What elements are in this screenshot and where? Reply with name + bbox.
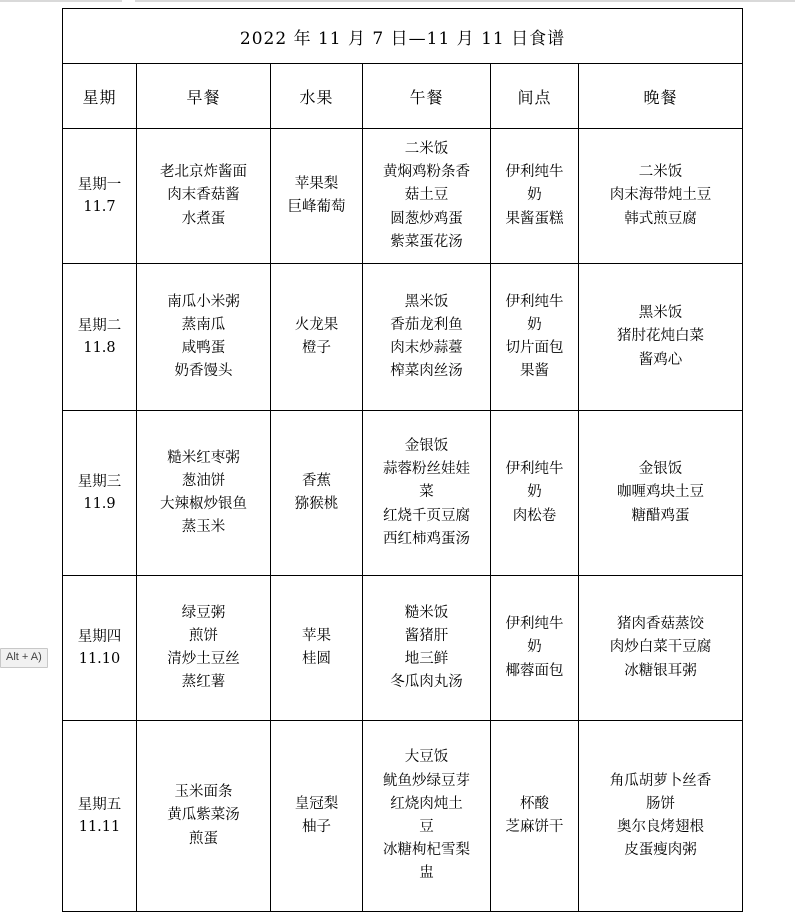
cell-dinner: [579, 411, 743, 576]
cell-line: 酱猪肝: [404, 627, 449, 644]
cell-lunch: [363, 411, 491, 576]
alt-shortcut-hint: Alt + A): [0, 648, 48, 668]
cell-breakfast: [137, 411, 271, 576]
cell-fruit: [271, 721, 363, 912]
cell-line: 星期二: [77, 317, 122, 334]
cell-line: 二米饭: [638, 164, 683, 181]
cell-line: 豆: [419, 819, 434, 835]
cell-line: 伊利纯牛: [505, 461, 564, 478]
cell-dinner: [579, 129, 743, 264]
cell-snack: [491, 411, 579, 576]
cell-line: 葱油饼: [181, 472, 226, 489]
cell-weekday: [63, 264, 137, 411]
cell-line: 菇土豆: [404, 187, 449, 204]
cell-line: 肉末炒蒜薹: [390, 340, 463, 356]
cell-line: 肉炒白菜干豆腐: [609, 639, 712, 656]
cell-dinner: [579, 264, 743, 411]
cell-line: 圆葱炒鸡蛋: [390, 210, 463, 227]
cell-line: 老北京炸酱面: [160, 164, 247, 181]
cell-line: 伊利纯牛: [505, 164, 564, 181]
cell-lunch: [363, 129, 491, 264]
cell-line: 星期五: [77, 796, 122, 813]
cell-dinner: [579, 721, 743, 912]
cell-line: 红烧千页豆腐: [383, 507, 470, 524]
cell-line: 冰糖银耳粥: [624, 662, 697, 679]
cell-line: 榨菜肉丝汤: [390, 363, 463, 380]
cell-line: 11.11: [78, 819, 121, 835]
cell-line: 奶: [527, 187, 542, 204]
cell-line: 巨峰葡萄: [287, 199, 346, 215]
cell-line: 西红柿鸡蛋汤: [383, 530, 470, 547]
cell-line: 角瓜胡萝卜丝香: [609, 772, 712, 789]
weekly-menu-table: [62, 8, 743, 912]
cell-line: 糙米饭: [404, 604, 449, 621]
table-row: [63, 411, 743, 576]
cell-line: 肉末海带炖土豆: [609, 187, 712, 204]
cell-line: 奶: [527, 639, 542, 656]
cell-line: 地三鲜: [404, 651, 449, 667]
page-title: 2022 年 11 月 7 日—11 月 11 日食谱: [63, 9, 743, 64]
cell-fruit: [271, 411, 363, 576]
cell-fruit: [271, 576, 363, 721]
column-header-weekday: 星期: [63, 64, 137, 129]
cell-line: 玉米面条: [174, 784, 233, 801]
cell-line: 火龙果: [294, 316, 339, 333]
cell-line: 冰糖枸杞雪梨: [383, 842, 470, 859]
cell-line: 黄瓜紫菜汤: [167, 807, 240, 824]
column-header-breakfast: 早餐: [137, 64, 271, 129]
cell-line: 奶: [527, 484, 542, 501]
cell-line: 果酱蛋糕: [505, 210, 564, 227]
cell-lunch: [363, 264, 491, 411]
cell-line: 韩式煎豆腐: [624, 210, 697, 227]
cell-breakfast: [137, 129, 271, 264]
cell-line: 红烧肉炖土: [390, 795, 463, 812]
cell-line: 伊利纯牛: [505, 616, 564, 633]
cell-line: 盅: [419, 865, 434, 882]
cell-line: 蒸红薯: [181, 674, 226, 691]
cell-breakfast: [137, 264, 271, 411]
cell-weekday: [63, 721, 137, 912]
cell-line: 猪肘花炖白菜: [617, 328, 705, 345]
cell-line: 糖醋鸡蛋: [631, 507, 690, 524]
cell-line: 柚子: [302, 819, 331, 835]
cell-line: 11.7: [83, 199, 116, 215]
cell-line: 11.10: [78, 651, 121, 667]
table-row: [63, 576, 743, 721]
column-header-dinner: 晚餐: [579, 64, 743, 129]
table-row: [63, 264, 743, 411]
cell-line: 皇冠梨: [294, 795, 339, 812]
cell-line: 香蕉: [302, 472, 331, 489]
cell-line: 咸鸭蛋: [181, 340, 226, 356]
cell-line: 奶香馒头: [174, 363, 233, 380]
column-header-lunch: 午餐: [363, 64, 491, 129]
cell-line: 水煮蛋: [181, 210, 226, 227]
cell-line: 煎蛋: [189, 830, 218, 847]
cell-line: 橙子: [302, 340, 331, 356]
cell-line: 黑米饭: [404, 293, 449, 310]
cell-line: 桂圆: [302, 651, 331, 667]
cell-line: 黑米饭: [638, 305, 683, 322]
cell-breakfast: [137, 576, 271, 721]
cell-line: 猪肉香菇蒸饺: [617, 616, 705, 633]
cell-line: 11.8: [83, 340, 116, 356]
cell-line: 糙米红枣粥: [167, 449, 240, 466]
cell-line: 香茄龙利鱼: [390, 316, 463, 333]
cell-line: 肉松卷: [512, 507, 557, 524]
table-row: [63, 129, 743, 264]
column-header-snack: 间点: [491, 64, 579, 129]
page-top-edge: [0, 0, 795, 6]
cell-line: 肠饼: [646, 795, 676, 812]
cell-snack: [491, 721, 579, 912]
cell-fruit: [271, 129, 363, 264]
cell-line: 星期一: [77, 176, 122, 193]
cell-line: 酱鸡心: [638, 351, 683, 368]
cell-snack: [491, 576, 579, 721]
cell-line: 蒸玉米: [181, 519, 226, 536]
cell-fruit: [271, 264, 363, 411]
cell-line: 南瓜小米粥: [167, 293, 240, 310]
cell-line: 11.9: [83, 496, 116, 512]
cell-line: 皮蛋瘦肉粥: [624, 842, 697, 859]
cell-line: 肉末香菇酱: [167, 187, 240, 204]
cell-dinner: [579, 576, 743, 721]
cell-line: 绿豆粥: [181, 604, 226, 621]
cell-line: 大豆饭: [404, 749, 449, 766]
cell-line: 星期四: [77, 628, 122, 645]
cell-line: 冬瓜肉丸汤: [390, 674, 463, 691]
cell-line: 奶: [527, 316, 542, 333]
cell-line: 煎饼: [189, 627, 218, 644]
cell-line: 清炒土豆丝: [167, 651, 240, 667]
cell-line: 椰蓉面包: [505, 662, 564, 679]
cell-line: 紫菜蛋花汤: [390, 233, 463, 250]
cell-snack: [491, 129, 579, 264]
cell-line: 黄焖鸡粉条香: [383, 164, 470, 181]
cell-weekday: [63, 129, 137, 264]
cell-line: 星期三: [77, 473, 122, 490]
table-header-row: [63, 64, 743, 129]
cell-weekday: [63, 576, 137, 721]
cell-line: 蒜蓉粉丝娃娃: [383, 461, 470, 478]
cell-line: 切片面包: [505, 340, 564, 356]
cell-line: 二米饭: [404, 141, 449, 158]
cell-line: 大辣椒炒银鱼: [160, 496, 247, 512]
cell-line: 金银饭: [404, 438, 449, 455]
cell-line: 苹果梨: [294, 175, 339, 192]
cell-line: 咖喱鸡块土豆: [617, 484, 705, 501]
cell-line: 果酱: [520, 363, 549, 380]
cell-line: 奥尔良烤翅根: [617, 819, 705, 835]
table-title-row: [63, 9, 743, 64]
cell-lunch: [363, 576, 491, 721]
cell-line: 芝麻饼干: [505, 819, 564, 835]
cell-weekday: [63, 411, 137, 576]
cell-breakfast: [137, 721, 271, 912]
cell-line: 伊利纯牛: [505, 293, 564, 310]
cell-line: 猕猴桃: [294, 496, 339, 512]
cell-line: 鱿鱼炒绿豆芽: [383, 772, 470, 789]
cell-lunch: [363, 721, 491, 912]
cell-line: 苹果: [302, 627, 331, 644]
column-header-fruit: 水果: [271, 64, 363, 129]
cell-line: 杯酸: [520, 795, 549, 812]
cell-line: 菜: [419, 484, 434, 501]
cell-line: 金银饭: [638, 461, 683, 478]
table-row: [63, 721, 743, 912]
cell-line: 蒸南瓜: [181, 316, 226, 333]
cell-snack: [491, 264, 579, 411]
